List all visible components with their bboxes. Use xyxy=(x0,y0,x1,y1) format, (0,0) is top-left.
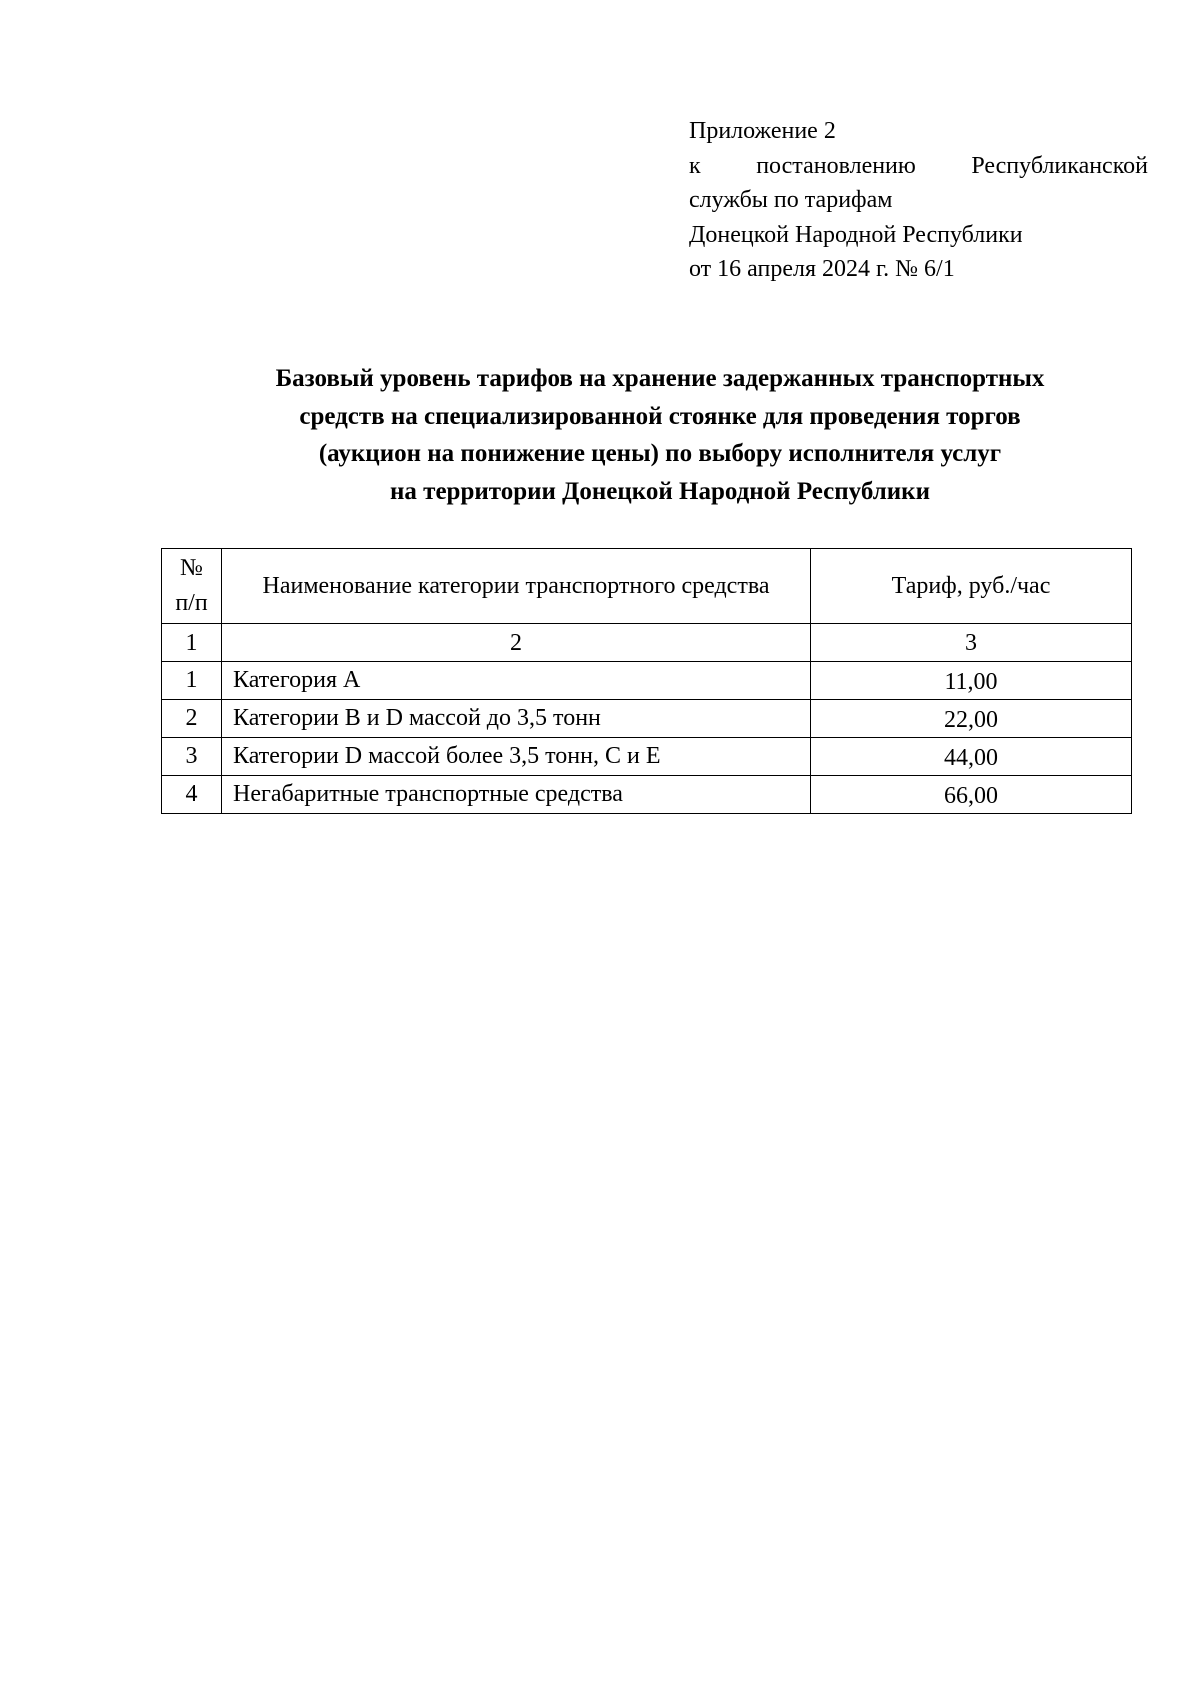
row-number: 4 xyxy=(162,776,222,814)
row-tariff: 22,00 xyxy=(811,700,1132,738)
appendix-number: Приложение 2 xyxy=(689,118,836,144)
header-tariff: Тариф, руб./час xyxy=(811,549,1132,624)
header-category-name: Наименование категории транспортного средства xyxy=(222,549,811,624)
table-row xyxy=(162,662,1132,700)
row-category: Категории В и D массой до 3,5 тонн xyxy=(222,700,811,738)
document-title xyxy=(160,360,1160,510)
tariff-table xyxy=(161,548,1132,814)
table-row xyxy=(162,776,1132,814)
header-number-symbol: № xyxy=(180,555,203,581)
appendix-date-number: от 16 апреля 2024 г. № 6/1 xyxy=(689,256,955,282)
header-number xyxy=(162,549,222,624)
column-number-3: 3 xyxy=(811,624,1132,662)
column-number-row xyxy=(162,624,1132,662)
row-tariff: 44,00 xyxy=(811,738,1132,776)
table-header-row xyxy=(162,549,1132,624)
appendix-republic-name: Донецкой Народной Республики xyxy=(689,221,1023,248)
appendix-service-name: службы по тарифам xyxy=(689,187,893,213)
appendix-resolution-ref: к постановлению Республиканской xyxy=(689,152,1148,179)
title-line-4: на территории Донецкой Народной Республики xyxy=(390,477,930,505)
title-line-3: (аукцион на понижение цены) по выбору исполнителя услуг xyxy=(318,440,1002,467)
table-row xyxy=(162,700,1132,738)
column-number-1: 1 xyxy=(162,624,222,662)
row-number: 1 xyxy=(162,662,222,700)
row-tariff: 66,00 xyxy=(811,776,1132,814)
row-category: Негабаритные транспортные средства xyxy=(222,776,811,814)
title-line-1: Базовый уровень тарифов на хранение задержанных транспортных xyxy=(275,365,1045,392)
row-number: 3 xyxy=(162,738,222,776)
title-line-2: средств на специализированной стоянке для проведения торгов xyxy=(299,402,1021,430)
column-number-2: 2 xyxy=(222,624,811,662)
row-number: 2 xyxy=(162,700,222,738)
row-category: Категория А xyxy=(222,662,811,700)
row-category: Категории D массой более 3,5 тонн, С и Е xyxy=(222,738,811,776)
appendix-header xyxy=(689,114,1148,287)
header-number-abbr: п/п xyxy=(175,590,208,616)
row-tariff: 11,00 xyxy=(811,662,1132,700)
table-row xyxy=(162,738,1132,776)
